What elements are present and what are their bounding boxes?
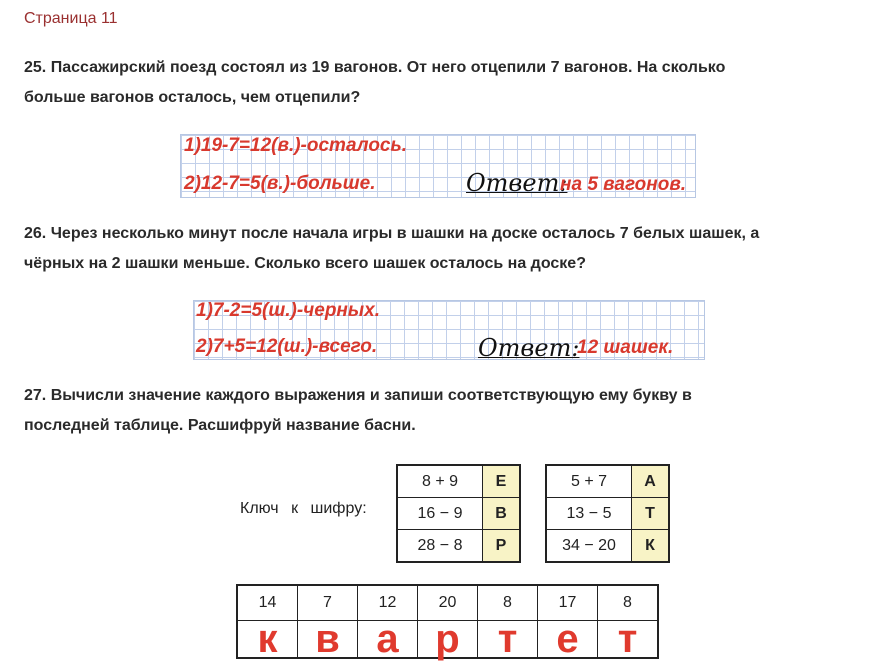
key-letter: В [483, 498, 521, 530]
task25-answer-word-text: Ответ: [466, 169, 568, 197]
key-expression: 16 − 9 [397, 498, 483, 530]
task25-answer-value: на 5 вагонов. [560, 174, 687, 195]
key-letter: Р [483, 530, 521, 563]
key-letter: А [632, 465, 670, 498]
code-letter: т [598, 621, 659, 659]
key-letter: К [632, 530, 670, 563]
key-expression: 13 − 5 [546, 498, 632, 530]
code-number: 14 [237, 585, 298, 621]
task26-text-line1: 26. Через несколько минут после начала игры в шашки на доске осталось 7 белых шашек, а [24, 225, 760, 242]
task26-answer-word [478, 334, 579, 362]
code-letter: р [418, 621, 478, 659]
key-row [397, 465, 520, 498]
key-expression: 28 − 8 [397, 530, 483, 563]
key-row [397, 530, 520, 563]
key-expression: 5 + 7 [546, 465, 632, 498]
code-letter: т [478, 621, 538, 659]
key-row [397, 498, 520, 530]
code-number: 17 [538, 585, 598, 621]
task25-solution-line2: 2)12-7=5(в.)-больше. [184, 173, 376, 194]
code-letter: а [358, 621, 418, 659]
cipher-answer-table [236, 584, 659, 659]
key-letter: Т [632, 498, 670, 530]
task25-text-line2: больше вагонов осталось, чем отцепили? [24, 89, 361, 106]
cipher-key-table-right [545, 464, 670, 563]
code-numbers-row [237, 585, 658, 621]
code-letter: е [538, 621, 598, 659]
task27-text [24, 381, 692, 441]
code-letter: к [237, 621, 298, 659]
task26-answer-word-text: Ответ: [478, 334, 580, 362]
code-number: 12 [358, 585, 418, 621]
code-number: 20 [418, 585, 478, 621]
cipher-key-table-left [396, 464, 521, 563]
key-row [546, 530, 669, 563]
code-number: 7 [298, 585, 358, 621]
page-title: Страница 11 [24, 10, 118, 27]
code-letters-row [237, 621, 658, 659]
key-expression: 8 + 9 [397, 465, 483, 498]
key-row [546, 465, 669, 498]
task26-solution-line2: 2)7+5=12(ш.)-всего. [196, 336, 378, 357]
task25-solution-line1: 1)19-7=12(в.)-осталось. [184, 135, 408, 156]
task26-solution-line1: 1)7-2=5(ш.)-черных. [196, 300, 380, 321]
key-row [546, 498, 669, 530]
key-letter: Е [483, 465, 521, 498]
task27-text-line1: 27. Вычисли значение каждого выражения и запиши соответствующую ему букву в [24, 387, 692, 404]
task27-text-line2: последней таблице. Расшифруй название басни. [24, 417, 416, 434]
task26-answer-value: 12 шашек. [577, 337, 674, 358]
key-expression: 34 − 20 [546, 530, 632, 563]
code-letter: в [298, 621, 358, 659]
code-number: 8 [478, 585, 538, 621]
task25-text [24, 53, 725, 113]
task25-text-line1: 25. Пассажирский поезд состоял из 19 вагонов. От него отцепили 7 вагонов. На сколько [24, 59, 726, 76]
task25-answer-word [466, 169, 567, 197]
cipher-key-label: Ключ к шифру: [240, 500, 367, 517]
task26-text-line2: чёрных на 2 шашки меньше. Сколько всего шашек осталось на доске? [24, 255, 586, 272]
task26-text [24, 219, 759, 279]
code-number: 8 [598, 585, 659, 621]
